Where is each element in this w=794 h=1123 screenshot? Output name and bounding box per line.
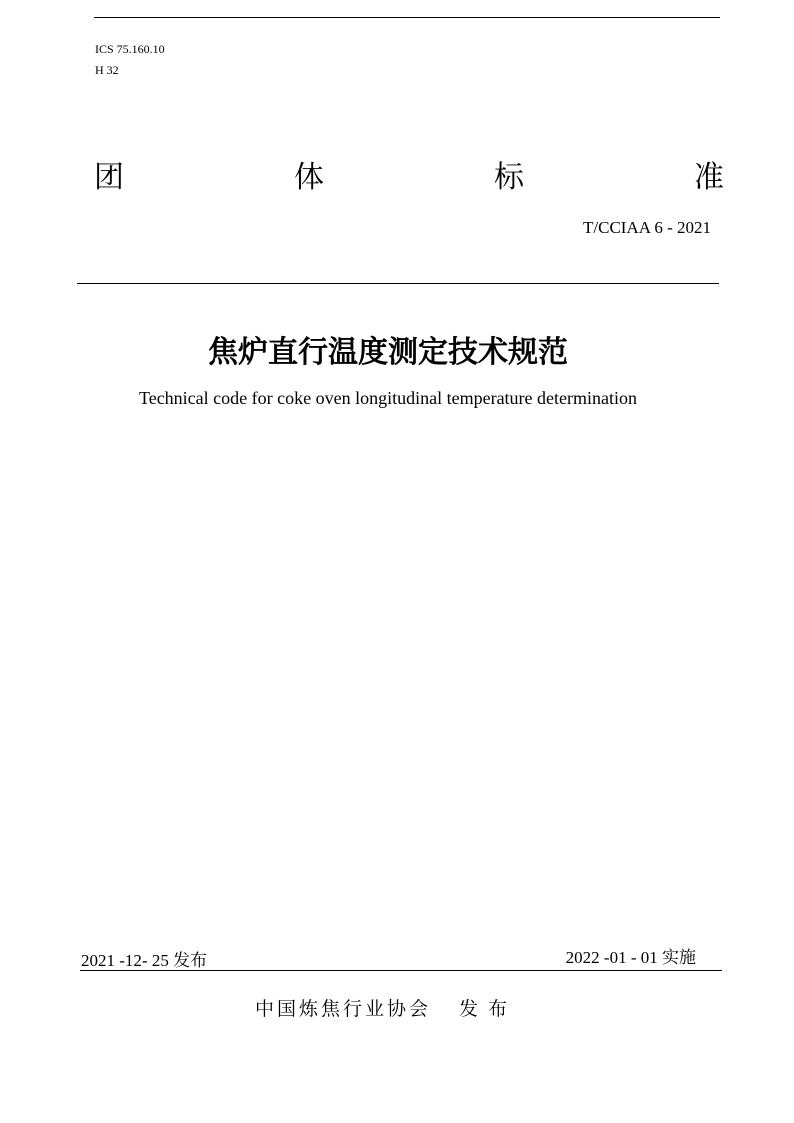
- publisher-action: 发布: [459, 998, 518, 1020]
- document-title-chinese: 焦炉直行温度测定技术规范: [208, 335, 568, 370]
- standard-type-char: 标: [494, 160, 524, 195]
- ccs-code: H 32: [95, 63, 119, 77]
- publisher-line: [255, 996, 517, 1022]
- top-rule: [94, 17, 720, 18]
- publisher-name: 中国炼焦行业协会: [255, 998, 432, 1020]
- document-title-english: Technical code for coke oven longitudinal temperature determination: [138, 388, 638, 408]
- issue-date: 2021 -12- 25 发布: [81, 951, 208, 970]
- standard-type-char: 团: [94, 160, 124, 195]
- standard-type-char: 准: [694, 160, 724, 195]
- standard-type-char: 体: [294, 160, 324, 195]
- standard-type-heading: [94, 158, 724, 198]
- footer-divider: [80, 970, 722, 971]
- ics-code: ICS 75.160.10: [95, 42, 165, 56]
- header-divider: [77, 283, 719, 284]
- implementation-date: 2022 -01 - 01 实施: [565, 948, 696, 967]
- standard-number: T/CCIAA 6 - 2021: [583, 218, 711, 237]
